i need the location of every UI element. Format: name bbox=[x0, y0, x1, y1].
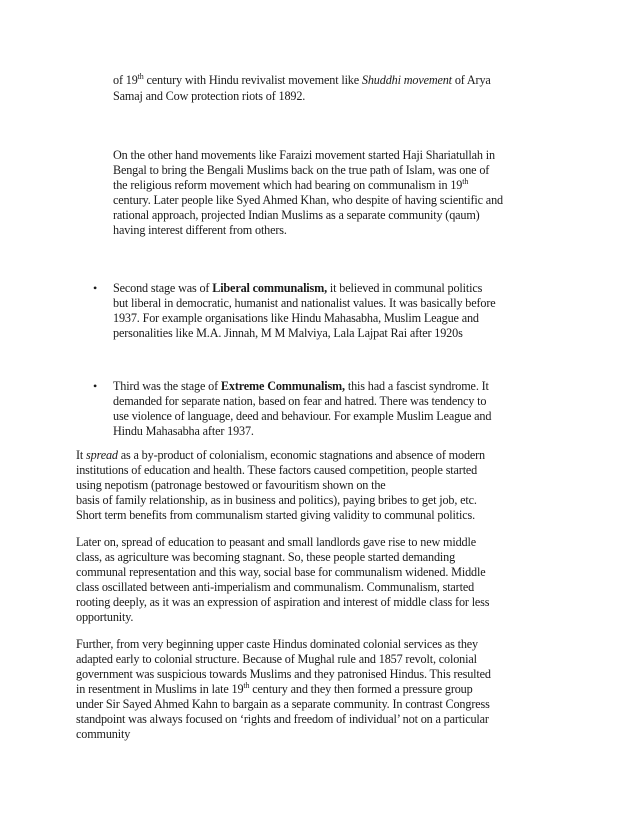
p3-line-5: Short term benefits from communalism started giving validity to communal politics. bbox=[76, 508, 475, 522]
superscript: th bbox=[137, 71, 144, 81]
p5-line-1: Further, from very beginning upper caste Hindus dominated colonial services as they bbox=[76, 637, 479, 651]
bullet-icon: • bbox=[93, 281, 98, 295]
p4-line-2: class, as agriculture was becoming stagnant. So, these people started demanding bbox=[76, 550, 456, 564]
p5-line-2: adapted early to colonial structure. Because of Mughal rule and 1857 revolt, colonial bbox=[76, 652, 477, 666]
b2-line-4: Hindu Mahasabha after 1937. bbox=[113, 424, 254, 438]
text: it believed in communal politics bbox=[327, 281, 483, 295]
p5-line-4 bbox=[76, 682, 473, 697]
p3-line-1 bbox=[76, 448, 485, 463]
p2-line-4: century. Later people like Syed Ahmed Khan, who despite of having scientific and bbox=[113, 193, 503, 207]
p4-line-6: opportunity. bbox=[76, 610, 134, 624]
p3-line-3: using nepotism (patronage bestowed or favouritism shown on the bbox=[76, 478, 386, 492]
text: this had a fascist syndrome. It bbox=[344, 379, 489, 393]
b2-line-3: use violence of language, deed and behaviour. For example Muslim League and bbox=[113, 409, 492, 423]
p5-line-7: community bbox=[76, 727, 131, 741]
p2-line-3 bbox=[113, 178, 468, 193]
p5-line-3: government was suspicious towards Muslims and they patronised Hindus. This resulted bbox=[76, 667, 491, 681]
p4-line-4: class oscillated between anti-imperialism and communalism. Communalism, started bbox=[76, 580, 475, 594]
superscript: th bbox=[462, 176, 469, 186]
p4-line-5: rooting deeply, as it was an expression of aspiration and interest of middle class for less bbox=[76, 595, 490, 609]
p5-line-5: under Sir Sayed Ahmed Kahn to bargain as a separate community. In contrast Congress bbox=[76, 697, 490, 711]
text: as a by-product of colonialism, economic stagnations and absence of modern bbox=[117, 448, 486, 462]
text: Second stage was of bbox=[113, 281, 213, 295]
text: the religious reform movement which had bearing on communalism in 19 bbox=[113, 178, 463, 192]
p4-line-3: communal representation and this way, social base for communalism widened. Middle bbox=[76, 565, 486, 579]
b1-line-4: personalities like M.A. Jinnah, M M Malviya, Lala Lajpat Rai after 1920s bbox=[113, 326, 463, 340]
p2-line-5: rational approach, projected Indian Muslims as a separate community (qaum) bbox=[113, 208, 480, 222]
text: in resentment in Muslims in late 19 bbox=[76, 682, 244, 696]
italic-text: Shuddhi movement bbox=[361, 73, 452, 87]
p1-line-1 bbox=[113, 73, 491, 88]
p5-line-6: standpoint was always focused on ‘rights and freedom of individual’ not on a particular bbox=[76, 712, 489, 726]
b1-line-2: but liberal in democratic, humanist and nationalist values. It was basically before bbox=[113, 296, 496, 310]
p2-line-2: Bengal to bring the Bengali Muslims back on the true path of Islam, was one of bbox=[113, 163, 490, 177]
text: of Arya bbox=[451, 73, 491, 87]
text: of 19 bbox=[113, 73, 138, 87]
p2-line-1: On the other hand movements like Faraizi movement started Haji Shariatullah in bbox=[113, 148, 495, 162]
p3-line-4: basis of family relationship, as in business and politics), paying bribes to get job, etc. bbox=[76, 493, 477, 507]
superscript: th bbox=[243, 680, 250, 690]
text: century and they then formed a pressure group bbox=[249, 682, 473, 696]
p1-line-2: Samaj and Cow protection riots of 1892. bbox=[113, 89, 306, 103]
italic-text: spread bbox=[86, 448, 118, 462]
b1-line-1 bbox=[113, 281, 482, 296]
p3-line-2: institutions of education and health. These factors caused competition, people started bbox=[76, 463, 478, 477]
b1-line-3: 1937. For example organisations like Hindu Mahasabha, Muslim League and bbox=[113, 311, 479, 325]
p4-line-1: Later on, spread of education to peasant and small landlords gave rise to new middle bbox=[76, 535, 476, 549]
text: It bbox=[76, 448, 87, 462]
b2-line-1 bbox=[113, 379, 489, 394]
bold-text: Liberal communalism, bbox=[212, 281, 328, 295]
p2-line-6: having interest different from others. bbox=[113, 223, 287, 237]
text: Third was the stage of bbox=[113, 379, 221, 393]
bullet-icon: • bbox=[93, 379, 98, 393]
bold-text: Extreme Communalism, bbox=[220, 379, 345, 393]
b2-line-2: demanded for separate nation, based on fear and hatred. There was tendency to bbox=[113, 394, 487, 408]
text: century with Hindu revivalist movement like bbox=[143, 73, 362, 87]
